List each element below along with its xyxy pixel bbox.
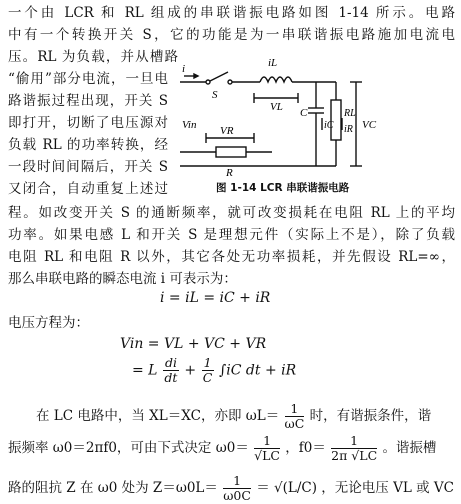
figure-caption: 图 1-14 LCR 串联谐振电路: [216, 182, 350, 194]
p3-line1-start: 在 LC 电路中，当 XL＝XC，亦即 ωL＝: [36, 408, 280, 424]
voltage-eq-plus: +: [184, 362, 197, 379]
label-vc: VC: [362, 119, 377, 131]
c-denominator: C: [202, 370, 213, 385]
current-equation: i = iL = iC + iR: [160, 290, 271, 306]
di-dt-fraction: [163, 356, 179, 385]
p3-line2-end: 。谐振槽: [382, 440, 437, 456]
text-line-4: “偷用”部分电流，一旦电: [8, 71, 168, 87]
text-line-8: 一段时间间隔后，开关 S: [8, 159, 168, 175]
frac-num: 1: [223, 474, 251, 489]
voltage-eq-l: = L: [132, 362, 158, 379]
text-line-1: 一个由 LCR 和 RL 组成的串联谐振电路如图 1-14 所示。电路: [8, 5, 455, 21]
label-r: R: [226, 167, 233, 179]
frac-num: 1: [285, 402, 305, 417]
text-line-5: 路谐振过程出现，开关 S: [8, 93, 168, 109]
text-line-p3-2: [8, 434, 436, 463]
p3-line3-start: 路的阻抗 Z 在 ω0 处为 Z＝ω0L＝: [8, 480, 218, 496]
di-numerator: di: [164, 355, 177, 370]
frac-num: 1: [254, 434, 280, 449]
text-line-9: 又闭合，自动重复上述过: [8, 181, 168, 197]
text-line-p3-3: [8, 474, 454, 503]
text-line-3: 压。RL 为负载，并从槽路: [8, 49, 178, 65]
label-c: C: [300, 107, 308, 119]
frac-den: √LC: [254, 448, 280, 463]
text-line-13: 那么串联电路的瞬态电流 i 可表示为：: [8, 271, 237, 287]
p3-line2-mid: ，f0＝: [285, 440, 326, 456]
text-line-p3-1: [36, 402, 431, 431]
label-il: iL: [268, 57, 278, 69]
text-line-7: 负载 RL 的功率转换，经: [8, 137, 168, 153]
label-i: i: [182, 63, 186, 75]
voltage-heading: 电压方程为：: [8, 315, 89, 331]
frac-den: ω0C: [223, 488, 251, 503]
dt-denominator: dt: [164, 370, 178, 385]
label-rl: RL: [344, 108, 356, 119]
one-over-wc-fraction: [285, 402, 305, 431]
one-numerator: 1: [203, 355, 212, 370]
frac-den: ωC: [284, 416, 305, 431]
frac-den: 2π √LC: [331, 448, 378, 463]
text-line-6: 即打开，切断了电压源对: [8, 115, 168, 131]
sqrt-l-over-c: √(L/C): [274, 480, 317, 496]
label-vl: VL: [270, 101, 283, 113]
one-over-c-fraction: [202, 356, 214, 385]
frac-num: 1: [331, 434, 377, 449]
p3-line2-start: 振频率 ω0＝2πf0，可由下式决定 ω0＝: [8, 440, 249, 456]
omega0-fraction: [254, 434, 280, 463]
lcr-circuit-diagram: [176, 48, 458, 190]
label-vr: VR: [220, 125, 234, 137]
p3-line1-end: 时，有谐振条件，谐: [309, 408, 432, 424]
one-over-w0c-fraction: [223, 474, 251, 503]
label-ir: iR: [344, 124, 353, 135]
voltage-equation-2: [132, 356, 296, 385]
label-vin: Vin: [182, 119, 197, 131]
label-ic: iC: [324, 120, 334, 131]
f0-fraction: [331, 434, 377, 463]
text-line-11: 功率。如果电感 L 和开关 S 是理想元件（实际上不是），除了负载: [8, 227, 455, 243]
voltage-equation-1: Vin = VL + VC + VR: [120, 336, 267, 352]
voltage-eq-tail: ∫iC dt + iR: [218, 362, 297, 379]
text-line-10: 程。如改变开关 S 的通断频率，就可改变损耗在电阻 RL 上的平均: [8, 205, 455, 221]
text-line-12: 电阻 RL 和电阻 R 以外，其它各处无功率损耗，并先假设 RL=∞，: [8, 249, 455, 265]
p3-line3-eq: ＝: [256, 480, 270, 496]
text-line-2: 中有一个转换开关 S，它的功能是为一串联谐振电路施加电流电: [8, 27, 455, 43]
p3-line3-end: ，无论电压 VL 或 VC: [321, 480, 454, 496]
label-switch-s: S: [212, 89, 218, 101]
